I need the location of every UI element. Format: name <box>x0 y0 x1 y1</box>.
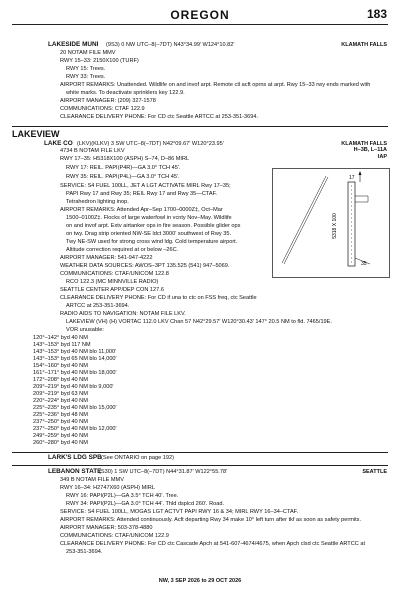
vor-unusable-2: 143°–153° byd 40 NM blo 11,000′ <box>33 349 117 355</box>
vor-unusable-8: 209°–219° byd 63 NM <box>33 391 88 397</box>
lebanon-region: SEATTLE <box>362 469 387 475</box>
lakeco-rwy17: RWY 17: REIL. PAPI(P4R)—GA 3.0° TCH 45′. <box>66 165 181 171</box>
lakeside-elev-notam: 20 NOTAM FILE MMV <box>60 50 116 56</box>
north-arrowhead-icon <box>359 171 362 175</box>
lakeco-remarks-2: on and invof arpt. Extv airtanker ops in fire season. Possible glider ops <box>66 223 241 229</box>
vor-unusable-6: 172°–208° byd 40 NM <box>33 377 88 383</box>
lakeco-app-dep: SEATTLE CENTER APP/DEP CON 127.6 <box>60 287 164 293</box>
lakeco-iap: IAP <box>377 153 387 160</box>
lakeco-clearance-cont: ARTCC at 253-351-3694. <box>66 303 130 309</box>
lebanon-service: SERVICE: S4 FUEL 100LL, MOGAS LGT ACTVT PAPI RWY 16 & 34; MIRL RWY 16–34–CTAF. <box>60 509 299 515</box>
lebanon-rwy34: RWY 34: PAPI(P2L)—GA 3.0° TCH 44′. Thld dsplcd 260′. Road. <box>66 501 225 507</box>
section-divider-1 <box>12 126 388 127</box>
page-number: 183 <box>366 7 387 21</box>
apron <box>355 196 368 202</box>
airport-name-lakeside: LAKESIDE MUNI <box>48 41 99 48</box>
lebanon-manager: AIRPORT MANAGER: 503-378-4880 <box>60 525 153 531</box>
vor-unusable-0: 120°–142° byd 40 NM <box>33 335 88 341</box>
lakeco-chart-ref: H–3B, L–11A <box>353 147 387 154</box>
lakeco-rco: RCO 122.3 (MC MINNVILLE RADIO) <box>66 279 159 285</box>
vor-unusable-11: 225°–236° byd 48 NM <box>33 412 88 418</box>
vor-unusable-1: 143°–153° byd 117 NM <box>33 342 91 348</box>
lakeco-header-line: (LKV)(KLKV) 3 SW UTC–8(–7DT) N42°09.67′ W120°23.95′ <box>77 141 224 147</box>
lakeco-rwy-main: RWY 17–35: H5318X100 (ASPH) S–74, D–86 MIRL <box>60 156 190 162</box>
airport-name-larks: LARK'S LDG SPB <box>48 454 102 461</box>
lakeco-manager: AIRPORT MANAGER: 541-947-4222 <box>60 255 153 261</box>
diagram-rwy-end-35: 35 <box>361 261 367 267</box>
lakeside-clearance: CLEARANCE DELIVERY PHONE: For CD ctc Seattle ARTCC at 253-351-3694. <box>60 114 259 120</box>
lakeside-remarks-cont: white marks. To deactivate sprinklers key 122.9. <box>66 90 185 96</box>
lakeside-comm: COMMUNICATIONS: CTAF 122.9 <box>60 106 145 112</box>
lebanon-rwy16: RWY 16: PAPI(P2L)—GA 3.5° TCH 40′. Tree. <box>66 493 179 499</box>
section-divider-3 <box>12 465 388 466</box>
diagram-runway-length: 5318 X 100 <box>332 213 338 239</box>
footer-effective-dates: NW, 3 SEP 2026 to 29 OCT 2026 <box>158 578 242 584</box>
lakeco-remarks-1: 1500–0100Z‡. Flocks of large waterfowl in vcnty Nov–May. Wildlife <box>66 215 232 221</box>
lakeside-manager: AIRPORT MANAGER: (209) 327-1578 <box>60 98 156 104</box>
taxiway-diagonal <box>282 176 326 263</box>
lakeside-rwy33: RWY 33: Trees. <box>66 74 106 80</box>
diagram-rwy-end-17: 17 <box>349 175 355 181</box>
lebanon-clearance-cont: 253-351-3694. <box>66 549 103 555</box>
airport-name-lebanon: LEBANON STATE <box>48 468 102 475</box>
lakeco-service-cont2: Tetrahedron lighting inop. <box>66 199 129 205</box>
taxiway-diagonal-edge <box>284 177 328 264</box>
larks-see-ref: (See ONTARIO on page 192) <box>101 455 174 461</box>
lakeco-clearance: CLEARANCE DELIVERY PHONE: For CD if una to ctc on FSS freq, ctc Seattle <box>60 295 257 301</box>
vor-unusable-3: 143°–153° byd 65 NM blo 14,000′ <box>33 356 117 362</box>
lakeco-vor-unusable-label: VOR unusable: <box>66 327 104 333</box>
vor-unusable-15: 260°–280° byd 40 NM <box>33 440 88 446</box>
lakeco-remarks-4: Twy NE-SW used for strong cross wind ldg. Cold temperature airport. <box>66 239 238 245</box>
lebanon-elev-notam: 349 B NOTAM FILE MMV <box>60 477 124 483</box>
lakeside-region: KLAMATH FALLS <box>341 42 387 48</box>
lebanon-rwy-main: RWY 16–34: H2747X60 (ASPH) MIRL <box>60 485 155 491</box>
lakeco-region <box>341 141 387 160</box>
lakeco-remarks-5: Altitude correction required at or below –26C. <box>66 247 179 253</box>
vor-unusable-13: 237°–250° byd 40 NM blo 12,000′ <box>33 426 117 432</box>
lakeco-elev-notam: 4734 B NOTAM FILE LKV <box>60 148 125 154</box>
lakeco-vortac: LAKEVIEW (VH) (H) VORTAC 112.0 LKV Chan 57 N42°29.57′ W120°30.43′ 147° 20.5 NM to fld. 7465/19E. <box>66 319 332 325</box>
lakeside-header-line: (9S3) 0 NW UTC–8(–7DT) N43°34.99′ W124°10.82′ <box>106 42 235 48</box>
lebanon-comm: COMMUNICATIONS: CTAF/UNICOM 122.9 <box>60 533 169 539</box>
lebanon-header-line: (S30) 1 SW UTC–8(–7DT) N44°31.87′ W122°55.78′ <box>99 469 228 475</box>
lakeco-service: SERVICE: S4 FUEL 100LL, JET A LGT ACTIVATE MIRL Rwy 17–35; <box>60 183 231 189</box>
airport-name-lake-co: LAKE CO <box>44 140 73 147</box>
vor-unusable-7: 209°–219° byd 40 NM blo 9,000′ <box>33 384 114 390</box>
lakeco-navaids: RADIO AIDS TO NAVIGATION: NOTAM FILE LKV. <box>60 311 186 317</box>
lakeco-weather: WEATHER DATA SOURCES: AWOS–3PT 135.525 (541) 947–5069. <box>60 263 230 269</box>
vor-unusable-14: 249°–259° byd 40 NM <box>33 433 88 439</box>
header-divider <box>12 24 388 25</box>
vor-unusable-9: 220°–224° byd 40 NM <box>33 398 88 404</box>
lakeco-remarks-0: AIRPORT REMARKS: Attended Apr–Sep 1700–0000Z‡, Oct–Mar <box>60 207 223 213</box>
vor-unusable-5: 161°–171° byd 40 NM blo 18,000′ <box>33 370 117 376</box>
vor-unusable-10: 225°–235° byd 40 NM blo 15,000′ <box>33 405 117 411</box>
state-title: OREGON <box>170 8 230 22</box>
lakeco-service-cont: PAPI Rwy 17 and Rwy 35; REIL Rwy 17 and Rwy 35—CTAF. <box>66 191 217 197</box>
airport-diagram <box>272 168 390 278</box>
vor-unusable-12: 237°–250° byd 40 NM <box>33 419 88 425</box>
lakeco-remarks-3: on twy. Drag strip oriented NW-SE ldct 3000′ southwest of Rwy 35. <box>66 231 231 237</box>
vor-unusable-4: 154°–160° byd 40 NM <box>33 363 88 369</box>
city-lakeview: LAKEVIEW <box>12 129 60 139</box>
lakeside-rwy15: RWY 15: Trees. <box>66 66 106 72</box>
lakeco-comm: COMMUNICATIONS: CTAF/UNICOM 122.8 <box>60 271 169 277</box>
section-divider-2 <box>12 452 388 453</box>
lakeside-remarks: AIRPORT REMARKS: Unattended. Wildlife on and invof arpt. Remote ctl acft oprns at arpt. Rwy 15–33 rwy ends marked with <box>60 82 371 88</box>
lakeco-region-name: KLAMATH FALLS <box>341 141 387 147</box>
lebanon-remarks: AIRPORT REMARKS: Attended continuously. Acft departing Rwy 34 make 10° left turn after tkf as soon as safety permits. <box>60 517 362 523</box>
lebanon-clearance: CLEARANCE DELIVERY PHONE: For CD ctc Cascade Apch at 541-607-4674/4675, when Apch clsd ctc Seattle ARTCC at <box>60 541 366 547</box>
diagram-frame <box>273 169 390 278</box>
lakeco-rwy35: RWY 35: REIL. PAPI(P4L)—GA 3.0° TCH 45′. <box>66 174 180 180</box>
lakeside-rwy-main: RWY 15–33: 2150X100 (TURF) <box>60 58 139 64</box>
